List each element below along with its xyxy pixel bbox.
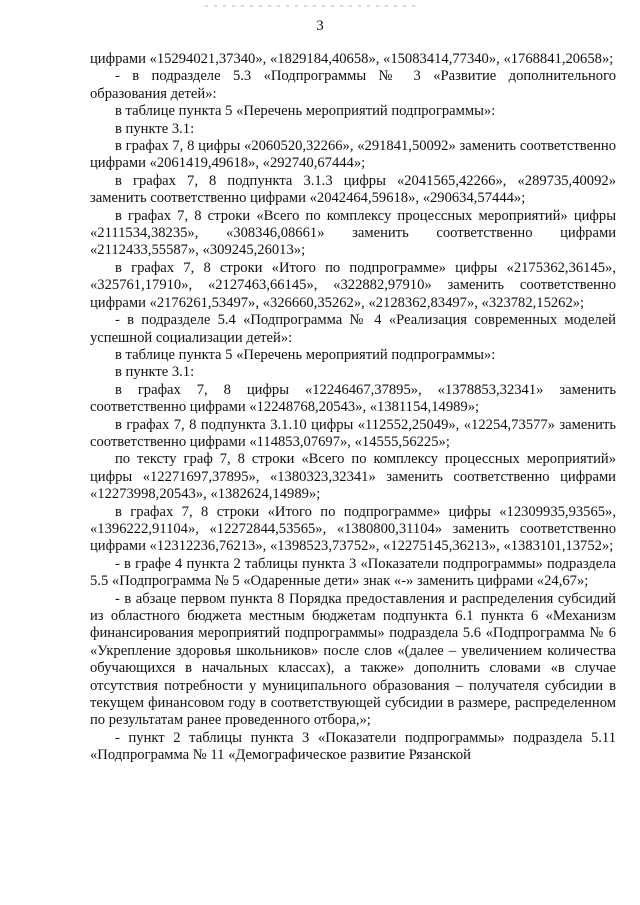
paragraph: - в подразделе 5.4 «Подпрограмма № 4 «Реализация современных моделей успешной социализации детей»: [90, 312, 616, 346]
paragraph: в графах 7, 8 строки «Итого по подпрограмме» цифры «2175362,36145», «325761,17910», «2127463,66145», «322882,97910» заменить соответственно цифрами «2176261,53497», «326660,35262», «2128362,83497», «323782,15262»; [90, 259, 616, 311]
paragraph: в графах 7, 8 цифры «2060520,32266», «291841,50092» заменить соответственно цифрами «2061419,49618», «292740,67444»; [90, 138, 616, 172]
paragraph: в графах 7, 8 строки «Итого по подпрограмме» цифры «12309935,93565», «1396222,91104», «12272844,53565», «1380800,31104» заменить соответственно цифрами «12312236,76213», «1398523,73752», «12275145,36213», «1383101,13752»; [90, 503, 616, 555]
paragraph: - в абзаце первом пункта 8 Порядка предоставления и распределения субсидий из областного бюджета местным бюджетам подпункта 6.1 пункта 6 «Механизм финансирования мероприятий подпрограммы» подраздела 5.6 «Подпрограмма № 6 «Укрепление здоровья школьников» после слов «(далее – увеличением количества обучающихся в начальных классах), а также» дополнить словами «в случае отсутствия потребности у муниципального образования – получателя субсидии в текущем финансовом году в соответствующей субсидии в размере, распределенном по результатам ранее проведенного отбора,»; [90, 590, 616, 729]
paragraph: в графах 7, 8 цифры «12246467,37895», «1378853,32341» заменить соответственно цифрами «12248768,20543», «1381154,14989»; [90, 381, 616, 416]
paragraph: - в графе 4 пункта 2 таблицы пункта 3 «Показатели подпрограммы» подраздела 5.5 «Подпрограмма № 5 «Одаренные дети» знак «-» заменить цифрами «24,67»; [90, 555, 616, 590]
paragraph: цифрами «15294021,37340», «1829184,40658», «15083414,77340», «1768841,20658»; [90, 51, 614, 67]
paragraph: в пункте 3.1: [115, 120, 195, 137]
document-body [90, 51, 616, 765]
paragraph: - пункт 2 таблицы пункта 3 «Показатели подпрограммы» подраздела 5.11 «Подпрограмма № 11 «Демографическое развитие Рязанской [90, 729, 616, 764]
scan-artifact [205, 5, 415, 7]
paragraph: в пункте 3.1: [115, 364, 195, 381]
paragraph: в графах 7, 8 подпункта 3.1.10 цифры «112552,25049», «12254,73577» заменить соответственно цифрами «114853,07697», «14555,56225»; [90, 416, 616, 450]
page-number: 3 [316, 18, 324, 34]
paragraph: в графах 7, 8 строки «Всего по комплексу процессных мероприятий» цифры «2111534,38235», «308346,08661» заменить соответственно цифрами «2112433,55587», «309245,26013»; [90, 207, 616, 259]
paragraph: в графах 7, 8 подпункта 3.1.3 цифры «2041565,42266», «289735,40092» заменить соответственно цифрами «2042464,59618», «290634,57444»; [90, 172, 616, 207]
paragraph: по тексту граф 7, 8 строки «Всего по комплексу процессных мероприятий» цифры «12271697,37895», «1380323,32341» заменить соответственно цифрами «12273998,20543», «1382624,14989»; [90, 451, 616, 503]
paragraph: в таблице пункта 5 «Перечень мероприятий подпрограммы»: [115, 103, 496, 120]
paragraph: - в подразделе 5.3 «Подпрограммы № 3 «Развитие дополнительного образования детей»: [90, 68, 616, 102]
paragraph: в таблице пункта 5 «Перечень мероприятий подпрограммы»: [115, 346, 496, 363]
